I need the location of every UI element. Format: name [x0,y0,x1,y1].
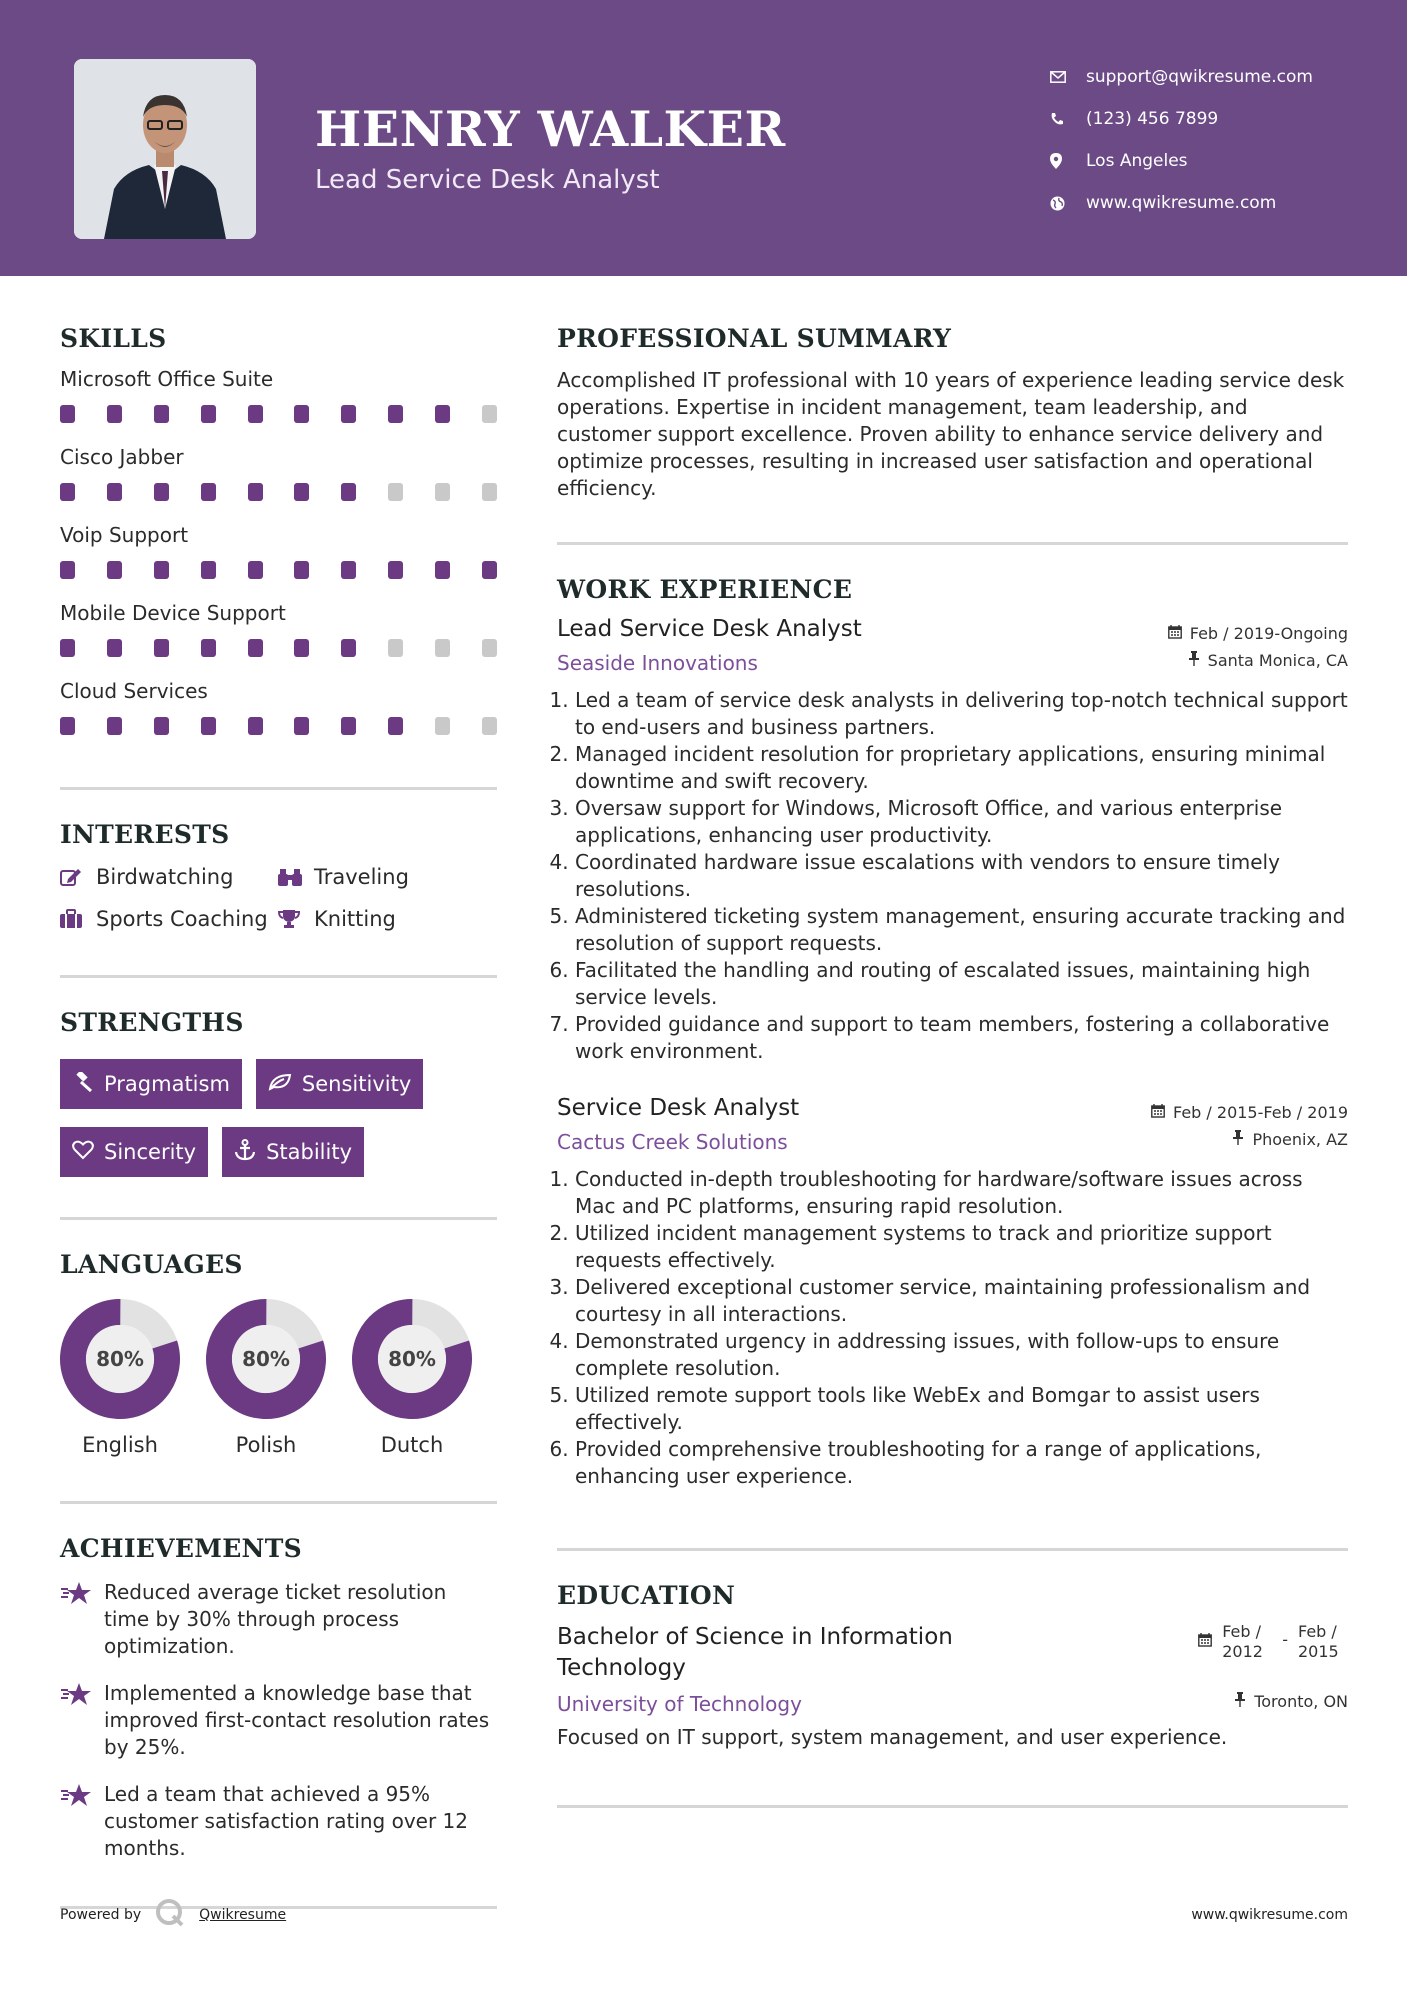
interest-label: Sports Coaching [96,907,268,931]
language-item [206,1299,326,1457]
interests-title: INTERESTS [60,820,230,849]
skill-level-dots [60,483,497,501]
skill-dot-filled [154,717,169,735]
skills-title: SKILLS [60,324,167,353]
skill-dot-filled [388,561,403,579]
footer-website[interactable]: www.qwikresume.com [1191,1907,1348,1923]
education-date-start: Feb / 2012 [1222,1622,1263,1661]
skill-dot-filled [201,639,216,657]
achievements-list [60,1579,497,1862]
job-bullet: 6. Provided comprehensive troubleshooting for a range of applications, enhancing user experience. [575,1436,1348,1490]
achievement-item [60,1680,497,1761]
section-divider [60,1501,497,1504]
summary-title: PROFESSIONAL SUMMARY [557,324,952,353]
heart-icon [72,1140,94,1165]
briefcase-icon [60,909,96,929]
strengths-list [60,1059,497,1177]
language-label: Dutch [380,1433,444,1457]
interests-list [60,865,497,931]
skill-dot-filled [435,561,450,579]
job-dates-text: Feb / 2015-Feb / 2019 [1173,1103,1348,1122]
skills-list [60,367,497,735]
skill-dot-filled [154,483,169,501]
skill-item [60,445,497,501]
skill-dot-filled [294,483,309,501]
strength-tag [60,1059,242,1109]
skill-level-dots [60,561,497,579]
star-icon [60,1781,104,1862]
skill-dot-filled [248,561,263,579]
profile-photo [74,59,256,239]
education-header [557,1622,1348,1684]
skill-dot-filled [107,561,122,579]
skill-dot-filled [341,717,356,735]
skill-dot-filled [107,639,122,657]
achievement-item [60,1579,497,1660]
section-divider [557,1805,1348,1808]
interest-item [278,907,498,931]
job-title: Service Desk Analyst [557,1095,800,1121]
skill-dot-filled [107,405,122,423]
skill-dot-filled [341,561,356,579]
contact-website-text[interactable]: www.qwikresume.com [1086,193,1277,213]
contact-phone[interactable] [1050,98,1313,140]
job-header [557,616,1348,643]
skill-dot-empty [388,483,403,501]
language-percent: 80% [242,1347,290,1371]
strength-label: Sincerity [104,1140,197,1164]
education-date-end: Feb / 2015 [1298,1622,1339,1661]
gavel-icon [72,1072,94,1097]
candidate-name: HENRY WALKER [315,100,786,158]
job-bullet: 1. Conducted in-depth troubleshooting for hardware/software issues across Mac and PC platforms, ensuring rapid resolution. [575,1166,1348,1220]
skill-dot-filled [201,405,216,423]
contact-list [1050,56,1313,224]
skill-dot-filled [294,639,309,657]
job-bullets [557,687,1348,1065]
skill-dot-filled [154,405,169,423]
skill-dot-filled [341,405,356,423]
brand-link[interactable]: Qwikresume [199,1907,287,1923]
skill-level-dots [60,639,497,657]
skill-dot-filled [341,483,356,501]
languages-list [60,1299,497,1457]
job-location [1232,1130,1348,1149]
skill-dot-filled [107,483,122,501]
skill-dot-filled [60,405,75,423]
skill-dot-filled [482,561,497,579]
strength-tag [222,1127,364,1177]
job-dates [1168,624,1348,643]
candidate-role: Lead Service Desk Analyst [315,165,660,195]
skill-level-dots [60,405,497,423]
achievement-text: Implemented a knowledge base that improved first-contact resolution rates by 25%. [104,1681,490,1759]
job-company: Cactus Creek Solutions [557,1130,788,1154]
language-ring [352,1299,472,1419]
qwikresume-logo-icon [155,1898,185,1932]
skill-dot-empty [435,483,450,501]
job-bullet: 4. Demonstrated urgency in addressing issues, with follow-ups to ensure complete resolution. [575,1328,1348,1382]
job-bullet: 6. Facilitated the handling and routing of escalated issues, maintaining high service levels. [575,957,1348,1011]
education-entry [557,1622,1348,1751]
skill-dot-empty [482,483,497,501]
skill-dot-filled [294,405,309,423]
resume-header [0,0,1407,276]
skill-item [60,367,497,423]
interest-item [60,865,278,889]
star-icon [60,1579,104,1660]
achievement-text: Led a team that achieved a 95% customer satisfaction rating over 12 months. [104,1782,469,1860]
job-company: Seaside Innovations [557,651,758,675]
strength-label: Pragmatism [104,1072,230,1096]
language-percent: 80% [388,1347,436,1371]
education-description: Focused on IT support, system management, and user experience. [557,1725,1228,1749]
education-title: EDUCATION [557,1581,736,1610]
skill-dot-filled [388,717,403,735]
job-bullet: 2. Utilized incident management systems to track and prioritize support requests effectively. [575,1220,1348,1274]
section-divider [60,975,497,978]
job-bullet: 1. Led a team of service desk analysts in delivering top-notch technical support to end-users and business partners. [575,687,1348,741]
left-column [60,300,497,1909]
skill-dot-filled [60,717,75,735]
job-location-text: Phoenix, AZ [1252,1130,1348,1149]
calendar-icon [1151,1103,1165,1122]
interest-item [278,865,498,889]
job-subheader [557,1130,1348,1154]
education-degree: Bachelor of Science in Information Technology [557,1624,953,1681]
globe-icon [1050,196,1086,211]
job-entry [557,1095,1348,1490]
right-column [557,300,1348,1808]
star-icon [60,1680,104,1761]
skill-level-dots [60,717,497,735]
pin-icon [1234,1692,1246,1711]
skill-dot-filled [294,717,309,735]
job-location-text: Santa Monica, CA [1207,651,1348,670]
leaf-icon [268,1072,292,1096]
achievement-item [60,1781,497,1862]
job-bullet: 3. Delivered exceptional customer service, maintaining professionalism and courtesy in all interactions. [575,1274,1348,1328]
skill-dot-filled [107,717,122,735]
achievement-text: Reduced average ticket resolution time by 30% through process optimization. [104,1580,447,1658]
skill-dot-filled [201,483,216,501]
skill-name: Voip Support [60,523,189,547]
language-ring [60,1299,180,1419]
job-bullet: 5. Administered ticketing system management, ensuring accurate tracking and resolution of support requests. [575,903,1348,957]
person-silhouette-icon [74,59,256,239]
strength-label: Stability [266,1140,353,1164]
language-ring [206,1299,326,1419]
skill-dot-filled [435,405,450,423]
section-divider [60,1217,497,1220]
interest-label: Birdwatching [96,865,234,889]
skill-dot-filled [248,483,263,501]
language-percent: 80% [96,1347,144,1371]
languages-title: LANGUAGES [60,1250,243,1279]
education-subheader [557,1692,1348,1716]
job-entry [557,616,1348,1065]
language-item [60,1299,180,1457]
section-divider [557,542,1348,545]
education-dates: Feb / 2012 - Feb / 2015 [1198,1622,1348,1662]
section-divider [557,1548,1348,1551]
calendar-icon [1168,624,1182,643]
contact-location [1050,140,1313,182]
strength-label: Sensitivity [301,1072,412,1096]
education-location [1234,1692,1348,1711]
skill-name: Cloud Services [60,679,208,703]
edit-icon [60,867,96,887]
skill-dot-filled [248,639,263,657]
job-bullet: 3. Oversaw support for Windows, Microsoft Office, and various enterprise applications, enhancing user productivity. [575,795,1348,849]
contact-phone-text[interactable]: (123) 456 7899 [1086,109,1219,129]
skill-dot-empty [482,717,497,735]
skill-dot-filled [60,483,75,501]
job-subheader [557,651,1348,675]
strength-tag [256,1059,423,1109]
skill-name: Microsoft Office Suite [60,367,274,391]
strengths-title: STRENGTHS [60,1008,244,1037]
job-location [1188,651,1348,670]
achievements-title: ACHIEVEMENTS [60,1534,302,1563]
location-icon [1050,153,1086,169]
job-bullet: 7. Provided guidance and support to team members, fostering a collaborative work environment. [575,1011,1348,1065]
skill-dot-filled [60,639,75,657]
skill-dot-filled [294,561,309,579]
skill-dot-empty [435,639,450,657]
skill-name: Mobile Device Support [60,601,286,625]
language-item [352,1299,472,1457]
work-title: WORK EXPERIENCE [557,575,853,604]
trophy-icon [278,909,314,929]
calendar-icon [1198,1632,1212,1651]
job-bullet: 4. Coordinated hardware issue escalations with vendors to ensure timely resolutions. [575,849,1348,903]
skill-dot-filled [201,717,216,735]
interest-item [60,907,278,931]
job-header [557,1095,1348,1122]
powered-by-text: Powered by [60,1907,142,1923]
strength-tag [60,1127,208,1177]
skill-item [60,679,497,735]
pin-icon [1232,1130,1244,1149]
contact-website[interactable] [1050,182,1313,224]
skill-dot-filled [201,561,216,579]
contact-email-text[interactable]: support@qwikresume.com [1086,67,1313,87]
anchor-icon [234,1139,256,1166]
skill-dot-empty [482,405,497,423]
envelope-icon [1050,71,1086,83]
binoculars-icon [278,867,314,887]
job-bullets [557,1166,1348,1490]
skill-dot-filled [248,405,263,423]
contact-email[interactable] [1050,56,1313,98]
skill-dot-filled [388,405,403,423]
skill-dot-filled [60,561,75,579]
skill-dot-filled [341,639,356,657]
contact-location-text: Los Angeles [1086,151,1188,171]
summary-text: Accomplished IT professional with 10 years of experience leading service desk operations. Expertise in incident management, team leadership, and customer support excellence. Proven ability to enhance service delivery and optimize processes, resulting in increased user satisfaction and operational efficiency. [557,368,1345,500]
skill-dot-empty [388,639,403,657]
skill-dot-empty [435,717,450,735]
language-label: Polish [235,1433,297,1457]
skill-dot-filled [248,717,263,735]
job-title: Lead Service Desk Analyst [557,616,862,642]
interest-label: Traveling [314,865,409,889]
skill-item [60,523,497,579]
job-dates-text: Feb / 2019-Ongoing [1189,624,1348,643]
education-school: University of Technology [557,1692,802,1716]
skill-dot-empty [482,639,497,657]
skill-name: Cisco Jabber [60,445,184,469]
skill-dot-filled [154,561,169,579]
interest-label: Knitting [314,907,396,931]
job-bullet: 5. Utilized remote support tools like WebEx and Bomgar to assist users effectively. [575,1382,1348,1436]
section-divider [60,787,497,790]
job-bullet: 2. Managed incident resolution for proprietary applications, ensuring minimal downtime and swift recovery. [575,741,1348,795]
language-label: English [82,1433,158,1457]
job-dates [1151,1103,1348,1122]
phone-icon [1050,112,1086,126]
education-location-text: Toronto, ON [1254,1692,1348,1711]
pin-icon [1188,651,1200,670]
skill-dot-filled [154,639,169,657]
skill-item [60,601,497,657]
footer-powered-by [60,1898,286,1932]
